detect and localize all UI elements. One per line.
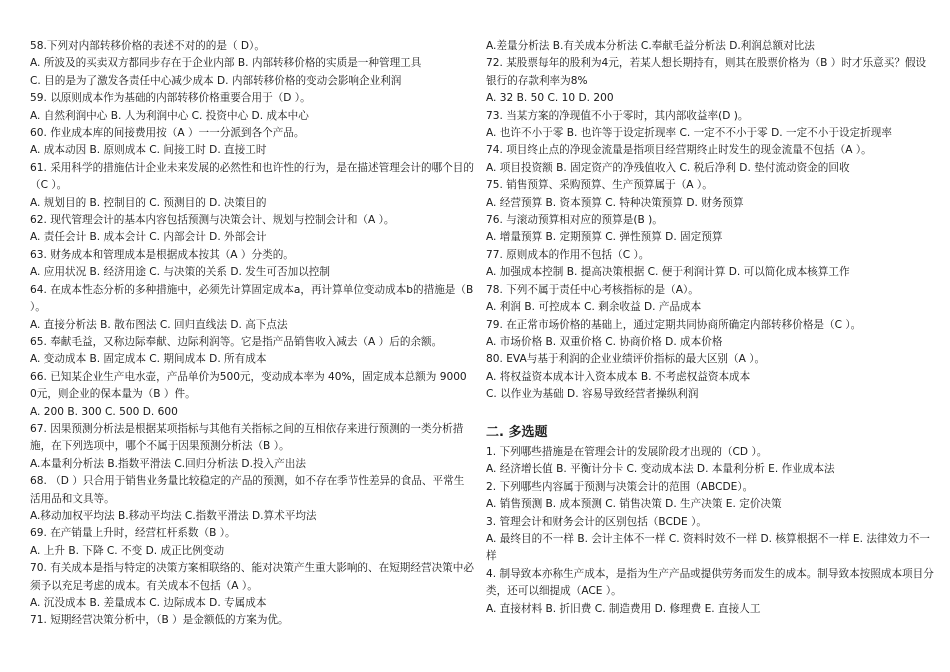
option-line: A.本量利分析法 B.指数平滑法 C.回归分析法 D.投入产出法	[30, 457, 306, 470]
question-line: 64. 在成本性态分析的多种措施中，必须先计算固定成本a，再计算单位变动成本b的措施是（B ）。	[30, 283, 474, 314]
question-line: 59. 以原则成本作为基础的内部转移价格重要合用于（D ）。	[30, 92, 311, 105]
question-line: 75. 销售预算、采购预算、生产预算属于（A ）。	[486, 179, 713, 192]
option-line: A. 直接材料 B. 折旧费 C. 制造费用 D. 修理费 E. 直接人工	[486, 602, 761, 615]
option-line: A. 销售预测 B. 成本预测 C. 销售决策 D. 生产决策 E. 定价决策	[486, 498, 782, 511]
option-line: A. 200 B. 300 C. 500 D. 600	[30, 405, 178, 418]
question-line: 76. 与滚动预算相对应的预算是(B )。	[486, 214, 663, 227]
question-line: 63. 财务成本和管理成本是根据成本按其（A ）分类的。	[30, 248, 294, 261]
question-line: 68. （D ）只合用于销售业务量比较稳定的产品的预测，如不存在季节性差异的食品、平常生活用品和文具等。	[30, 475, 465, 505]
option-line: A. 市场价格 B. 双重价格 C. 协商价格 D. 成本价格	[486, 335, 723, 348]
option-line: A. 所波及的买卖双方都同步存在于企业内部 B. 内部转移价格的实质是一种管理工具	[30, 57, 422, 70]
option-line: A. 变动成本 B. 固定成本 C. 期间成本 D. 所有成本	[30, 353, 267, 366]
option-line: A. 经营预算 B. 资本预算 C. 特种决策预算 D. 财务预算	[486, 196, 744, 209]
option-line: A. 加强成本控制 B. 提高决策根据 C. 便于利润计算 D. 可以简化成本核算工作	[486, 266, 850, 279]
question-line: 60. 作业成本库的间接费用按（A ）一一分派到各个产品。	[30, 127, 305, 140]
option-line: A.移动加权平均法 B.移动平均法 C.指数平滑法 D.算术平均法	[30, 509, 317, 522]
question-line: 79. 在正常市场价格的基础上，通过定期共同协商所确定内部转移价格是（C ）。	[486, 318, 862, 331]
option-line: A. 成本动因 B. 原则成本 C. 间接工时 D. 直接工时	[30, 144, 267, 157]
question-line: 58.下列对内部转移价格的表述不对的的是（ D）。	[30, 40, 265, 52]
option-line: A. 32 B. 50 C. 10 D. 200	[486, 92, 614, 105]
question-line: 77. 原则成本的作用不包括（C ）。	[486, 248, 650, 261]
option-line: A. 将权益资本成本计入资本成本 B. 不考虑权益资本成本	[486, 370, 751, 383]
question-line: 62. 现代管理会计的基本内容包括预测与决策会计、规划与控制会计和（A ）。	[30, 214, 395, 227]
question-line: 69. 在产销量上升时，经营杠杆系数（B ）。	[30, 527, 236, 540]
single-choice-continued	[486, 38, 934, 404]
question-line: 74. 项目终止点的净现金流量是指项目经营期终止时发生的现金流量不包括（A ）。	[486, 144, 872, 157]
option-line: C. 目的是为了激发各责任中心减少成本 D. 内部转移价格的变动会影响企业利润	[30, 74, 402, 87]
option-line: A. 利润 B. 可控成本 C. 剩余收益 D. 产品成本	[486, 301, 702, 314]
question-line: 3. 管理会计和财务会计的区别包括（BCDE ）。	[486, 515, 707, 528]
question-line: 66. 已知某企业生产电水壶，产品单价为500元，变动成本率为 40%，固定成本总额为 9000 0元，则企业的保本量为（B ）件。	[30, 370, 467, 401]
question-line: 1. 下列哪些措施是在管理会计的发展阶段才出现的（CD ）。	[486, 445, 768, 458]
question-line: 80. EVA与基于利润的企业业绩评价指标的最大区别（A ）。	[486, 353, 766, 366]
question-line: 2. 下列哪些内容属于预测与决策会计的范围（ABCDE）。	[486, 480, 754, 493]
option-line: A. 上升 B. 下降 C. 不变 D. 成正比例变动	[30, 544, 225, 557]
section-title: 二. 多选题	[486, 424, 548, 440]
spacer	[486, 404, 934, 421]
multi-choice-list	[486, 444, 934, 618]
question-line: 70. 有关成本是指与特定的决策方案相联络的、能对决策产生重大影响的、在短期经营决策中必须予以充足考虑的成本。有关成本不包括（A ）。	[30, 562, 474, 592]
option-line: A. 责任会计 B. 成本会计 C. 内部会计 D. 外部会计	[30, 231, 267, 244]
left-column	[30, 38, 474, 672]
question-line: 78. 下列不属于责任中心考核指标的是（A）。	[486, 283, 699, 296]
option-line: A. 项目投资额 B. 固定资产的净残值收入 C. 税后净利 D. 垫付流动资金的回收	[486, 161, 850, 174]
question-line: 4. 制导致本亦称生产成本，是指为生产产品或提供劳务而发生的成本。制导致本按照成本项目分类，还可以细提成（ACE ）。	[486, 567, 934, 598]
option-line: A. 直接分析法 B. 散布图法 C. 回归直线法 D. 高下点法	[30, 318, 288, 331]
question-line: 67. 因果预测分析法是根据某项指标与其他有关指标之间的互相依存来进行预测的一类分析措施，在下列选项中，哪个不属于因果预测分析法（B ）。	[30, 422, 464, 453]
option-line: A. 沉没成本 B. 差量成本 C. 边际成本 D. 专属成本	[30, 597, 267, 609]
question-line: 65. 奉献毛益，又称边际奉献、边际利润等。它是指产品销售收入减去（A ）后的余额。	[30, 335, 443, 348]
option-line: A. 自然利润中心 B. 人为利润中心 C. 投资中心 D. 成本中心	[30, 109, 309, 122]
question-line: 72. 某股票每年的股利为4元，若某人想长期持有，则其在股票价格为（B ）时才乐意买？假设银行的存款利率为8%	[486, 57, 927, 87]
right-column	[486, 38, 934, 672]
option-line: A. 增量预算 B. 定期预算 C. 弹性预算 D. 固定预算	[486, 231, 723, 244]
option-line: A. 最终目的不一样 B. 会计主体不一样 C. 资料时效不一样 D. 核算根据不一样 E. 法律效力不一样	[486, 532, 930, 563]
option-line: A. 经济增长值 B. 平衡计分卡 C. 变动成本法 D. 本量利分析 E. 作业成本法	[486, 463, 835, 476]
option-line: A.差量分析法 B.有关成本分析法 C.奉献毛益分析法 D.利润总额对比法	[486, 40, 815, 52]
option-line: A. 规划目的 B. 控制目的 C. 预测目的 D. 决策目的	[30, 196, 267, 209]
question-line: 73. 当某方案的净现值不小于零时，其内部收益率(D )。	[486, 109, 749, 122]
question-line: 61. 采用科学的措施估计企业未来发展的必然性和也许性的行为，是在描述管理会计的哪个目的（C ）。	[30, 161, 474, 192]
option-line: C. 以作业为基础 D. 容易导致经营者操纵利润	[486, 388, 699, 401]
option-line: A. 也许不小于零 B. 也许等于设定折现率 C. 一定不不小于零 D. 一定不小于设定折现率	[486, 127, 892, 140]
question-line: 71. 短期经营决策分析中，（B ）是金额低的方案为优。	[30, 614, 289, 627]
option-line: A. 应用状况 B. 经济用途 C. 与决策的关系 D. 发生可否加以控制	[30, 266, 330, 279]
